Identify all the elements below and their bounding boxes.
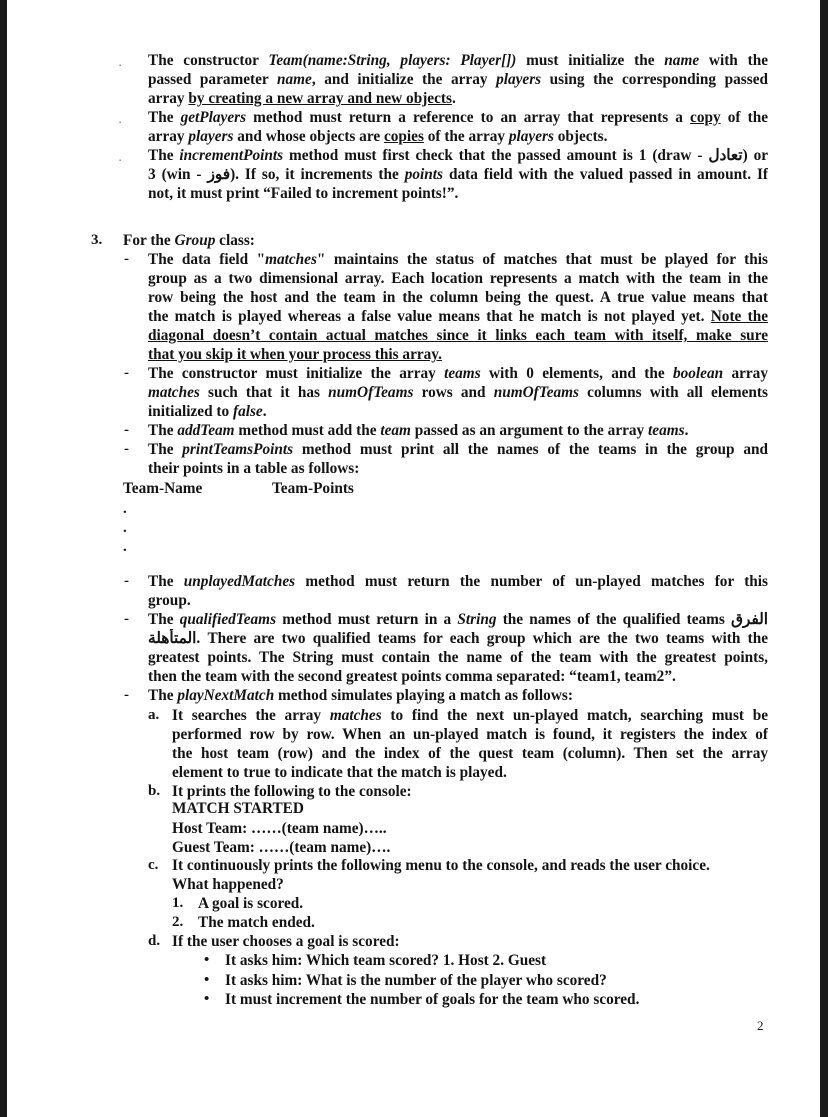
print-teams-points-line-2: their points in a table as follows: [148, 460, 360, 477]
menu-option-ended: The match ended. [198, 914, 315, 931]
qualified-teams-line-4: then the team with the second greatest points comma separated: “team1, team2”. [148, 668, 676, 685]
bullet-point: • [204, 952, 210, 968]
group-constructor-line-3: initialized to false. [148, 403, 267, 420]
team-constructor-line-1: The constructor Team(name:String, players: Player[]) must initialize the name with the [148, 52, 768, 69]
step-d-label: d. [148, 933, 161, 949]
host-team-text: Host Team: ……(team name)….. [172, 820, 387, 837]
dash-marker: - [124, 441, 129, 457]
step-b-label: b. [148, 783, 161, 799]
match-started-text: MATCH STARTED [172, 800, 304, 817]
section-heading: For the Group class: [123, 232, 255, 249]
goal-step-1: It asks him: Which team scored? 1. Host 2. Guest [225, 952, 547, 969]
step-d-line-1: If the user chooses a goal is scored: [172, 933, 400, 950]
print-teams-points-line-1: The printTeamsPoints method must print all the names of the teams in the group and [148, 441, 768, 458]
play-next-match-line: The playNextMatch method simulates playing a match as follows: [148, 687, 573, 704]
page-number: 2 [757, 1018, 764, 1033]
dash-marker: - [124, 573, 129, 589]
matches-field-line-4: the match is played whereas a false value means that he match is not played yet. Note the [148, 308, 768, 325]
bullet-marker: . [119, 58, 122, 68]
left-page-edge [0, 0, 7, 1117]
table-ellipsis-dot: . [123, 501, 127, 517]
step-a-line-3: the host team (row) and the index of the quest team (column). Then set the array [172, 745, 768, 762]
qualified-teams-line-3: greatest points. The String must contain the name of the team with the greatest points, [148, 649, 768, 666]
unplayed-matches-line-2: group. [148, 592, 191, 609]
dash-marker: - [124, 251, 129, 267]
qualified-teams-line-1: The qualifiedTeams method must return in a String the names of the qualified teams الفرق [148, 611, 768, 628]
group-constructor-line-1: The constructor must initialize the array teams with 0 elements, and the boolean array [148, 365, 768, 382]
matches-field-line-6: that you skip it when your process this array. [148, 346, 442, 363]
step-a-label: a. [148, 707, 160, 723]
bullet-point: • [204, 991, 210, 1007]
dash-marker: - [124, 687, 129, 703]
matches-field-line-5: diagonal doesn’t contain actual matches since it links each team with itself, make sure [148, 327, 768, 344]
menu-option-number: 1. [172, 895, 184, 911]
menu-option-goal: A goal is scored. [198, 895, 304, 912]
dash-marker: - [124, 422, 129, 438]
unplayed-matches-line-1: The unplayedMatches method must return the number of un-played matches for this [148, 573, 768, 590]
step-b-line-1: It prints the following to the console: [172, 783, 412, 800]
bullet-point: • [204, 972, 210, 988]
team-constructor-line-3: array by creating a new array and new objects. [148, 90, 456, 107]
guest-team-text: Guest Team: ……(team name)…. [172, 839, 391, 856]
step-c-line-1: It continuously prints the following menu to the console, and reads the user choice. [172, 857, 710, 874]
increment-points-line-3: not, it must print “Failed to increment points!”. [148, 185, 459, 202]
dash-marker: - [124, 611, 129, 627]
table-ellipsis-dot: . [123, 520, 127, 536]
step-a-line-1: It searches the array matches to find the next un-played match, searching must be [172, 707, 768, 724]
get-players-line-1: The getPlayers method must return a reference to an array that represents a copy of the [148, 109, 768, 126]
add-team-line: The addTeam method must add the team passed as an argument to the array teams. [148, 422, 689, 439]
goal-step-3: It must increment the number of goals for the team who scored. [225, 991, 640, 1008]
bullet-marker: . [119, 153, 122, 163]
what-happened-text: What happened? [172, 876, 284, 893]
goal-step-2: It asks him: What is the number of the player who scored? [225, 972, 607, 989]
qualified-teams-line-2: المتأهلة. There are two qualified teams for each group which are the two teams with the [148, 630, 768, 647]
section-number: 3. [91, 232, 103, 248]
team-constructor-line-2: passed parameter name, and initialize the array players using the corresponding passed [148, 71, 768, 88]
menu-option-number: 2. [172, 914, 184, 930]
table-ellipsis-dot: . [123, 539, 127, 555]
matches-field-line-2: group as a two dimensional array. Each location represents a match with the team in the [148, 270, 768, 287]
step-c-label: c. [148, 857, 159, 873]
table-header-team-name: Team-Name [123, 480, 203, 497]
matches-field-line-1: The data field "matches" maintains the status of matches that must be played for this [148, 251, 768, 268]
group-constructor-line-2: matches such that it has numOfTeams rows and numOfTeams columns with all elements [148, 384, 768, 401]
step-a-line-2: performed row by row. When an un-played match is found, it registers the index of [172, 726, 768, 743]
increment-points-line-2: 3 (win - فوز). If so, it increments the points data field with the valued passed in amount. If [148, 166, 768, 183]
matches-field-line-3: row being the host and the team in the column being the quest. A true value means that [148, 289, 768, 306]
dash-marker: - [124, 365, 129, 381]
bullet-marker: . [119, 115, 122, 125]
right-page-edge [820, 0, 828, 1117]
document-page [7, 0, 820, 1117]
increment-points-line-1: The incrementPoints method must first check that the passed amount is 1 (draw - تعادل) or [148, 147, 768, 164]
get-players-line-2: array players and whose objects are copies of the array players objects. [148, 128, 608, 145]
table-header-team-points: Team-Points [272, 480, 354, 497]
step-a-line-4: element to true to indicate that the match is played. [172, 764, 507, 781]
